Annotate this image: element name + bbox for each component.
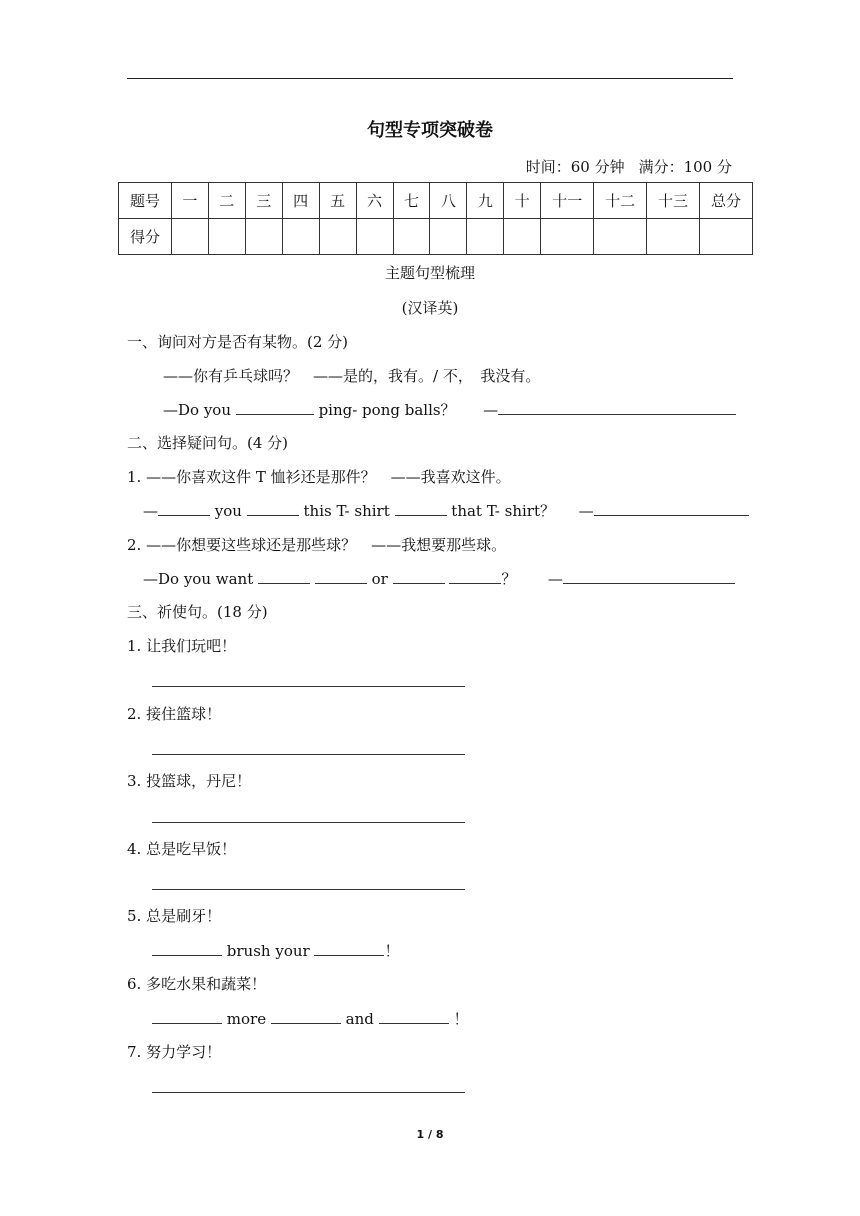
q2-item2-chinese: 2. ——你想要这些球还是那些球？ ——我想要那些球。 [127, 536, 507, 554]
answer-blank[interactable] [379, 1009, 449, 1024]
q3-item: 5. 总是刷牙！ [127, 907, 222, 925]
q3-item: 7. 努力学习！ [127, 1043, 222, 1061]
header-cell: 十一 [541, 183, 594, 219]
q3-item5-text: brush your [226, 942, 310, 960]
header-cell: 十 [504, 183, 541, 219]
answer-line[interactable] [152, 1092, 465, 1093]
answer-line[interactable] [152, 822, 465, 823]
answer-blank[interactable] [152, 1009, 222, 1024]
page-title: 句型专项突破卷 [367, 120, 493, 141]
score-cell[interactable] [430, 219, 467, 255]
header-cell: 总分 [700, 183, 753, 219]
score-cell[interactable] [700, 219, 753, 255]
q3-item5-english [152, 940, 399, 961]
answer-blank[interactable] [258, 569, 310, 584]
answer-line[interactable] [152, 889, 465, 890]
q1-english [163, 399, 736, 420]
header-rule [127, 78, 733, 79]
q2-item2-text: or [371, 570, 388, 588]
header-cell: 一 [171, 183, 208, 219]
q2-heading: 二、选择疑问句。(4 分) [127, 434, 289, 452]
answer-blank[interactable] [247, 501, 299, 516]
q3-item: 4. 总是吃早饭！ [127, 840, 237, 858]
answer-blank[interactable] [236, 400, 314, 415]
q3-heading: 三、祈使句。(18 分) [127, 603, 268, 621]
q3-item6-text: ！ [453, 1010, 469, 1028]
header-cell: 九 [467, 183, 504, 219]
header-cell: 十三 [647, 183, 700, 219]
header-cell: 八 [430, 183, 467, 219]
score-cell[interactable] [319, 219, 356, 255]
q2-item1-dash: — [578, 502, 594, 520]
q3-item: 3. 投篮球，丹尼！ [127, 772, 252, 790]
score-cell[interactable] [541, 219, 594, 255]
score-cell[interactable] [467, 219, 504, 255]
q1-text-a: —Do you [163, 401, 231, 419]
answer-blank[interactable] [594, 501, 749, 516]
header-cell: 四 [282, 183, 319, 219]
time-limit: 时间：60 分钟 [525, 158, 625, 176]
q2-item1-dash: — [143, 502, 158, 520]
q2-item1-text: this T- shirt [303, 502, 390, 520]
score-table-score-row [119, 219, 753, 255]
q2-item1-english [143, 500, 749, 521]
score-table [118, 182, 753, 255]
time-info [512, 156, 732, 177]
q2-item2-text: ？ [501, 570, 517, 588]
answer-blank[interactable] [498, 400, 736, 415]
score-cell[interactable] [282, 219, 319, 255]
answer-blank[interactable] [449, 569, 501, 584]
page-number: 1 / 8 [416, 1128, 444, 1141]
score-cell[interactable] [647, 219, 700, 255]
q2-item2-english [143, 568, 735, 589]
answer-blank[interactable] [271, 1009, 341, 1024]
row-label: 得分 [119, 219, 172, 255]
q3-item6-text: and [345, 1010, 374, 1028]
answer-blank[interactable] [395, 501, 447, 516]
q2-item1-text: that T- shirt？ [451, 502, 555, 520]
answer-blank[interactable] [315, 569, 367, 584]
q3-item: 2. 接住篮球！ [127, 705, 222, 723]
answer-blank[interactable] [563, 569, 735, 584]
section-theme: 主题句型梳理 [384, 264, 475, 282]
answer-line[interactable] [152, 754, 465, 755]
q2-item1-chinese: 1. ——你喜欢这件 T 恤衫还是那件？ ——我喜欢这件。 [127, 468, 511, 486]
score-cell[interactable] [171, 219, 208, 255]
answer-blank[interactable] [314, 941, 384, 956]
q2-item2-dash: — [547, 570, 563, 588]
answer-blank[interactable] [393, 569, 445, 584]
header-cell: 二 [208, 183, 245, 219]
q2-item2-text: —Do you want [143, 570, 254, 588]
header-cell: 十二 [594, 183, 647, 219]
full-score: 满分：100 分 [638, 158, 732, 176]
score-cell[interactable] [245, 219, 282, 255]
score-table-header-row [119, 183, 753, 219]
score-cell[interactable] [594, 219, 647, 255]
q1-heading: 一、询问对方是否有某物。(2 分) [127, 333, 349, 351]
header-cell: 三 [245, 183, 282, 219]
score-cell[interactable] [504, 219, 541, 255]
q3-item5-text: ！ [384, 942, 400, 960]
q1-chinese: ——你有乒乓球吗？ ——是的，我有。/ 不， 我没有。 [163, 367, 541, 385]
header-cell: 五 [319, 183, 356, 219]
q3-item: 6. 多吃水果和蔬菜！ [127, 975, 267, 993]
score-cell[interactable] [208, 219, 245, 255]
answer-blank[interactable] [152, 941, 222, 956]
q3-item6-english [152, 1008, 468, 1029]
answer-line[interactable] [152, 686, 465, 687]
q3-item6-text: more [226, 1010, 267, 1028]
score-cell[interactable] [356, 219, 393, 255]
q1-text-b: ping- pong balls？ [318, 401, 456, 419]
q2-item1-text: you [214, 502, 242, 520]
score-cell[interactable] [393, 219, 430, 255]
answer-blank[interactable] [158, 501, 210, 516]
header-cell: 题号 [119, 183, 172, 219]
q1-text-c: — [483, 401, 499, 419]
header-cell: 六 [356, 183, 393, 219]
header-cell: 七 [393, 183, 430, 219]
q3-item: 1. 让我们玩吧！ [127, 637, 237, 655]
section-subtitle: (汉译英) [401, 299, 459, 317]
